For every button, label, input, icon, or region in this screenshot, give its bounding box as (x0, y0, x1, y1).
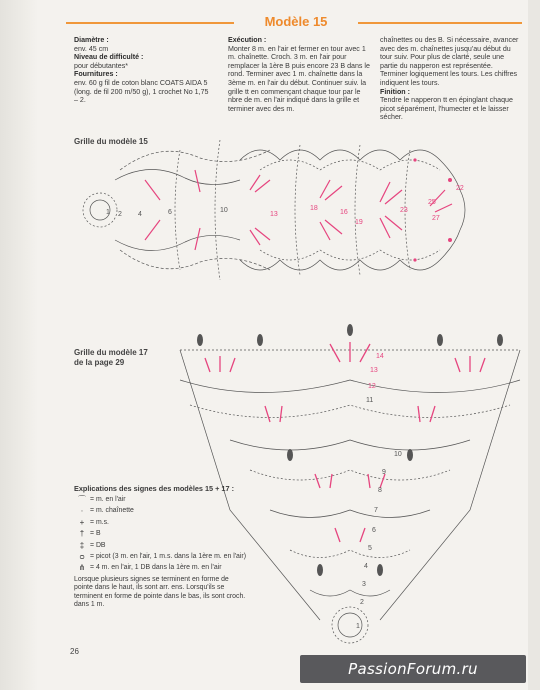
grid17-round-5: 5 (368, 545, 372, 552)
grid15-round-6: 6 (168, 209, 172, 216)
legend-note: Lorsque plusieurs signes se terminent en forme de pointe dans le haut, ils sont arr. ens. Lorsqu'ils se terminent en forme de pointe dans le bas, ils sont croch. dans 1 m. (74, 575, 246, 609)
grid17-label (74, 348, 148, 368)
legend-item (74, 542, 246, 550)
grid17-round-6: 6 (372, 527, 376, 534)
grid15-round-2: 2 (118, 211, 122, 218)
legend-item (74, 507, 246, 515)
grid15-round-19: 19 (355, 219, 363, 226)
page-title: Modèle 15 (264, 14, 328, 29)
grid17-round-10: 10 (394, 451, 402, 458)
legend-text: = m.s. (90, 518, 109, 526)
grid15-round-4: 4 (138, 211, 142, 218)
grid17-round-12: 12 (368, 383, 376, 390)
grid15-round-18: 18 (310, 205, 318, 212)
chain-treble-icon: ⋔ (78, 563, 86, 573)
supplies-value: env. 60 g fil de coton blanc COATS AIDA 5 (long. de fil 200 m/50 g), 1 crochet No 1,75 – 2. (74, 78, 209, 105)
watermark-text: PassionForum.ru (348, 660, 478, 678)
legend-text: = 4 m. en l'air, 1 DB dans la 1ère m. en l'air (90, 564, 222, 572)
crochet-grid-model-15 (60, 120, 480, 300)
grid15-round-10: 10 (220, 207, 228, 214)
treble-crochet-icon: ‡ (79, 540, 85, 550)
grid15-round-1: 1 (106, 209, 110, 216)
execution-column (228, 36, 374, 113)
grid15-round-22: 22 (456, 185, 464, 192)
grid17-round-14: 14 (376, 353, 384, 360)
double-crochet-icon: † (79, 529, 85, 539)
grid17-round-9: 9 (382, 469, 386, 476)
difficulty-value: pour débutantes* (74, 61, 129, 70)
grid17-round-2: 2 (360, 599, 364, 606)
picot-icon: ᴑ (79, 552, 85, 562)
legend-text: = m. chaînette (90, 507, 134, 515)
chain-stitch-icon: ⌒ (78, 495, 86, 504)
grid17-round-3: 3 (362, 581, 366, 588)
grid15-label: Grille du modèle 15 (74, 137, 148, 146)
grid17-round-8: 8 (378, 487, 382, 494)
grid15-round-23: 23 (400, 207, 408, 214)
finish-column (380, 36, 522, 122)
legend-text: = B (90, 530, 101, 538)
legend-text: = picot (3 m. en l'air, 1 m.s. dans la 1ère m. en l'air) (90, 553, 247, 561)
grid17-round-4: 4 (364, 563, 368, 570)
site-watermark (300, 655, 526, 683)
single-crochet-icon: + (79, 517, 85, 527)
grid17-label-line1: Grille du modèle 17 (74, 348, 148, 357)
finish-label: Finition : (380, 87, 410, 96)
symbol-legend (74, 484, 246, 609)
legend-text: = DB (90, 541, 106, 549)
execution-label: Exécution : (228, 36, 267, 44)
specs-column (74, 36, 214, 105)
legend-heading: Explications des signes des modèles 15 + 17 : (74, 484, 234, 493)
grid15-round-16: 16 (340, 209, 348, 216)
legend-item (74, 564, 246, 572)
legend-text: = m. en l'air (90, 496, 126, 503)
supplies-label: Fournitures : (74, 70, 118, 79)
legend-item (74, 519, 246, 527)
difficulty-label: Niveau de difficulté : (74, 53, 144, 62)
grid17-round-7: 7 (374, 507, 378, 514)
legend-item (74, 553, 246, 561)
grid17-round-11: 11 (366, 397, 374, 404)
slip-stitch-icon: ∙ (80, 506, 84, 516)
grid15-round-27: 27 (432, 215, 440, 222)
grid17-round-1: 1 (356, 623, 360, 630)
title-rule-left (66, 22, 234, 24)
legend-item (74, 496, 246, 504)
title-rule-right (358, 22, 522, 24)
diameter-value: env. 45 cm (74, 44, 109, 53)
legend-item (74, 530, 246, 538)
grid15-round-25: 25 (428, 199, 436, 206)
grid17-label-line2: de la page 29 (74, 358, 125, 367)
continuation-text: chaînettes ou des B. Si nécessaire, avancer avec des m. chaînettes jusqu'au début du tour suiv. Pour plus de clarté, seule une partie du napperon est représentée. Terminer logiquement les tours. Les chiffres indiquent les tours. (380, 36, 519, 87)
title-bar (66, 16, 522, 30)
execution-text: Monter 8 m. en l'air et fermer en tour avec 1 m. chaînette. Croch. 3 m. en l'air pour remplacer la 1ère B puis encore 23 B dans le rond. Terminer avec 1 m. chaînette dans la 3ème m. en l'air du début. Continuer suiv. la grille tt en commençant chaque tour par le nbre de m. en l'air indiqué dans la grille et terminer avec des m. (228, 44, 370, 113)
grid17-round-13: 13 (370, 367, 378, 374)
diameter-label: Diamètre : (74, 36, 109, 44)
page-binding-shadow (0, 0, 38, 690)
finish-text: Tendre le napperon tt en épinglant chaque picot séparément, l'humecter et le laisser sécher. (380, 96, 513, 122)
page-number: 26 (70, 647, 79, 656)
grid15-round-13: 13 (270, 211, 278, 218)
